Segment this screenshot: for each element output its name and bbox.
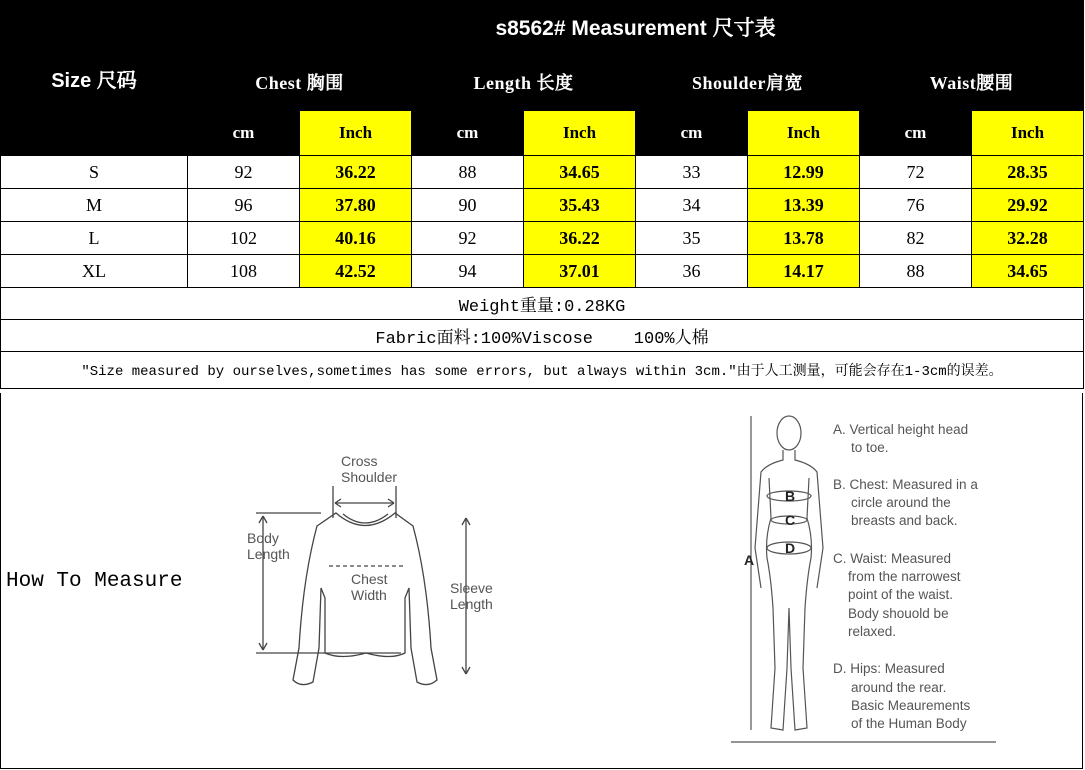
- waist-cm-cell: 76: [860, 189, 972, 222]
- length-cm-cell: 94: [412, 255, 524, 288]
- table-row-s: [1, 156, 1084, 189]
- cross-shoulder-label-2: Shoulder: [341, 469, 398, 485]
- body-length-label-1: Body: [247, 530, 279, 546]
- shoulder-cm-header: cm: [636, 111, 748, 156]
- note-b-line-1: B. Chest: Measured in a: [833, 477, 978, 492]
- waist-inch-cell: 29.92: [972, 189, 1084, 222]
- chest-inch-cell: 36.22: [300, 156, 412, 189]
- waist-header: Waist腰围: [860, 53, 1084, 111]
- body-measure-diagram: [731, 408, 1071, 758]
- note-c-line-1: C. Waist: Measured: [833, 551, 952, 566]
- table-row-xl: [1, 255, 1084, 288]
- chest-cm-cell: 102: [188, 222, 300, 255]
- length-inch-cell: 35.43: [524, 189, 636, 222]
- chest-cm-cell: 108: [188, 255, 300, 288]
- how-to-measure-section: [0, 393, 1083, 769]
- note-c-line-2: from the narrowest: [848, 569, 961, 584]
- length-header: Length 长度: [412, 53, 636, 111]
- shoulder-cm-cell: 36: [636, 255, 748, 288]
- chest-inch-cell: 42.52: [300, 255, 412, 288]
- note-d-line-3: Basic Meaurements: [851, 698, 971, 713]
- sleeve-length-label-1: Sleeve: [450, 580, 493, 596]
- length-inch-cell: 36.22: [524, 222, 636, 255]
- note-c-line-5: relaxed.: [848, 624, 897, 639]
- size-header: Size 尺码: [1, 1, 188, 156]
- fabric-note: Fabric面料:100%Viscose 100%人棉: [1, 320, 1084, 352]
- chest-inch-cell: 40.16: [300, 222, 412, 255]
- marker-a: A: [744, 552, 755, 568]
- waist-cm-cell: 72: [860, 156, 972, 189]
- cross-shoulder-label-1: Cross: [341, 453, 378, 469]
- shoulder-inch-cell: 13.39: [748, 189, 860, 222]
- table-row-l: [1, 222, 1084, 255]
- note-b-line-2: circle around the: [851, 495, 951, 510]
- length-cm-cell: 88: [412, 156, 524, 189]
- shoulder-inch-cell: 12.99: [748, 156, 860, 189]
- weight-note: Weight重量:0.28KG: [1, 288, 1084, 320]
- note-d-line-1: D. Hips: Measured: [833, 661, 945, 676]
- size-cell: L: [1, 222, 188, 255]
- chest-width-label-1: Chest: [351, 571, 388, 587]
- size-cell: M: [1, 189, 188, 222]
- note-d-line-2: around the rear.: [851, 680, 947, 695]
- shoulder-cm-cell: 34: [636, 189, 748, 222]
- table-row-m: [1, 189, 1084, 222]
- waist-cm-header: cm: [860, 111, 972, 156]
- chest-cm-cell: 96: [188, 189, 300, 222]
- marker-c: C: [785, 512, 796, 528]
- garment-measure-diagram: [241, 448, 511, 698]
- note-a-line-2: to toe.: [851, 440, 889, 455]
- waist-cm-cell: 82: [860, 222, 972, 255]
- waist-cm-cell: 88: [860, 255, 972, 288]
- chest-width-label-2: Width: [351, 587, 387, 603]
- shoulder-inch-cell: 14.17: [748, 255, 860, 288]
- size-cell: S: [1, 156, 188, 189]
- length-inch-header: Inch: [524, 111, 636, 156]
- shoulder-inch-cell: 13.78: [748, 222, 860, 255]
- marker-b: B: [785, 488, 796, 504]
- chest-header: Chest 胸围: [188, 53, 412, 111]
- waist-inch-cell: 32.28: [972, 222, 1084, 255]
- chest-cm-cell: 92: [188, 156, 300, 189]
- how-to-measure-heading: How To Measure: [6, 570, 183, 593]
- shoulder-inch-header: Inch: [748, 111, 860, 156]
- shoulder-header: Shoulder肩宽: [636, 53, 860, 111]
- note-a-line-1: A. Vertical height head: [833, 422, 969, 437]
- waist-inch-cell: 28.35: [972, 156, 1084, 189]
- body-length-label-2: Length: [247, 546, 290, 562]
- chest-inch-cell: 37.80: [300, 189, 412, 222]
- sleeve-length-label-2: Length: [450, 596, 493, 612]
- disclaimer-note: "Size measured by ourselves,sometimes has some errors, but always within 3cm."由于人工测量，可能会存在1-3cm的误差。: [1, 352, 1084, 389]
- marker-d: D: [785, 540, 796, 556]
- shoulder-cm-cell: 35: [636, 222, 748, 255]
- chest-inch-header: Inch: [300, 111, 412, 156]
- note-c-line-3: point of the waist.: [848, 587, 954, 602]
- note-b-line-3: breasts and back.: [851, 513, 958, 528]
- length-inch-cell: 37.01: [524, 255, 636, 288]
- note-c-line-4: Body shouold be: [848, 606, 949, 621]
- shoulder-cm-cell: 33: [636, 156, 748, 189]
- size-cell: XL: [1, 255, 188, 288]
- waist-inch-header: Inch: [972, 111, 1084, 156]
- length-inch-cell: 34.65: [524, 156, 636, 189]
- chest-cm-header: cm: [188, 111, 300, 156]
- waist-inch-cell: 34.65: [972, 255, 1084, 288]
- length-cm-cell: 90: [412, 189, 524, 222]
- length-cm-cell: 92: [412, 222, 524, 255]
- note-d-line-4: of the Human Body: [851, 716, 967, 731]
- chart-title: s8562# Measurement 尺寸表: [188, 1, 1084, 53]
- length-cm-header: cm: [412, 111, 524, 156]
